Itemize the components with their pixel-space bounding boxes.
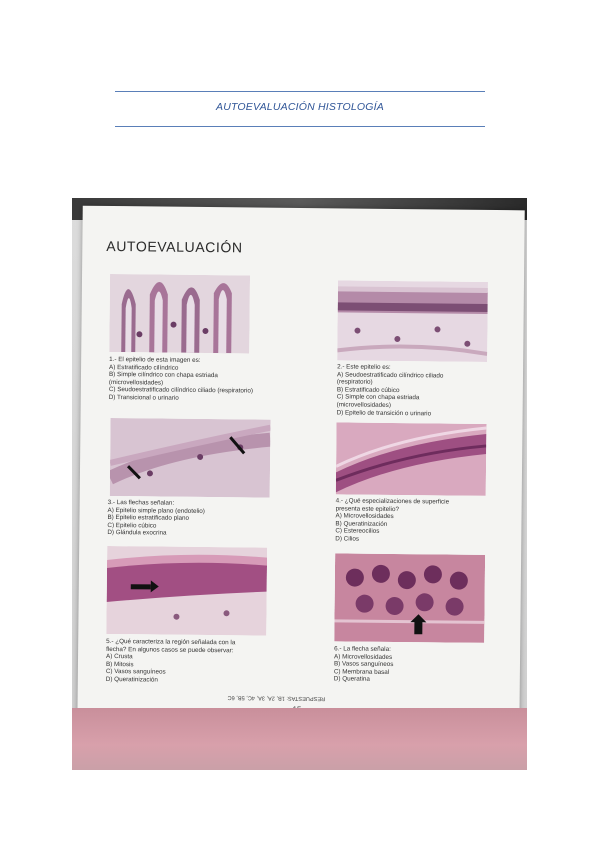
option-line: B) Vasos sanguíneos (333, 660, 394, 669)
option-line: A) Microvellosidades (335, 512, 394, 521)
micrograph-1 (109, 274, 250, 353)
option-line: A) Crusta (106, 653, 133, 661)
option-line: (microvellosidades) (336, 401, 391, 409)
option-line: D) Glándula exocrina (107, 529, 167, 537)
option-line: B) Mitosis (105, 660, 134, 669)
option-line: B) Estratificado cúbico (336, 386, 400, 394)
answer-key: RESPUESTAS: 1B, 2A, 3A, 4C, 5B, 6C (227, 694, 326, 702)
header-top-rule (115, 91, 485, 92)
option-line: D) Transicional o urinario (108, 393, 179, 402)
document-header-title: AUTOEVALUACIÓN HISTOLOGÍA (216, 101, 384, 113)
option-line: D) Cilios (335, 535, 360, 543)
option-line: C) Estereocilios (335, 527, 380, 536)
option-line: B) Simple cilíndrico con chapa estriada (108, 371, 218, 380)
option-line: A) Epitelio simple plano (endotelio) (107, 506, 205, 515)
book-page-title: AUTOEVALUACIÓN (106, 237, 243, 256)
option-line: C) Membrana basal (333, 668, 390, 676)
question-stem-line: 2.- Este epitelio es: (337, 363, 391, 371)
option-line: A) Seudoestratificado cilíndrico ciliado (336, 370, 444, 380)
question-6 (334, 645, 394, 684)
question-5 (106, 638, 236, 685)
option-line: C) Vasos sanguíneos (105, 668, 166, 676)
micrograph-5 (106, 546, 267, 636)
question-stem-line: 4.- ¿Qué especializaciones de superficie (335, 497, 450, 506)
question-1 (109, 356, 254, 403)
book-photograph (72, 198, 527, 770)
option-line: (microvellosidades) (108, 378, 164, 387)
question-3 (107, 499, 205, 538)
question-stem-line: 1.- El epitelio de esta imagen es: (109, 355, 201, 364)
option-line: D) Queratinización (105, 675, 158, 684)
question-stem-line: presenta este epitelio? (335, 504, 400, 513)
fabric-background (72, 708, 527, 770)
option-line: B) Epitelio estratificado plano (107, 514, 190, 523)
option-line: A) Estratificado cilíndrico (109, 363, 179, 372)
question-stem-line: 5.- ¿Qué caracteriza la región señalada con la (106, 637, 236, 647)
question-2 (337, 363, 444, 417)
option-line: D) Epitelio de transición o urinario (336, 408, 432, 417)
header-bottom-rule (115, 126, 485, 127)
micrograph-3 (110, 418, 271, 498)
option-line: (respiratorio) (336, 378, 373, 386)
option-line: C) Seudoestratificado cilíndrico ciliado (respiratorio) (108, 386, 254, 395)
question-stem-line: 3.- Las flechas señalan: (107, 498, 175, 507)
question-4 (335, 497, 449, 544)
question-stem-line: 6.- La flecha señala: (334, 645, 391, 653)
option-line: A) Microvellosidades (334, 652, 393, 661)
micrograph-6 (334, 553, 485, 643)
book-page (77, 206, 524, 736)
option-line: C) Simple con chapa estriada (336, 393, 420, 402)
option-line: D) Queratina (333, 675, 370, 684)
option-line: C) Epitelio cúbico (107, 521, 157, 530)
micrograph-2 (337, 280, 488, 362)
option-line: B) Queratinización (335, 520, 388, 528)
micrograph-4 (336, 422, 487, 496)
question-stem-line: flecha? En algunos casos se puede observar: (106, 645, 234, 654)
